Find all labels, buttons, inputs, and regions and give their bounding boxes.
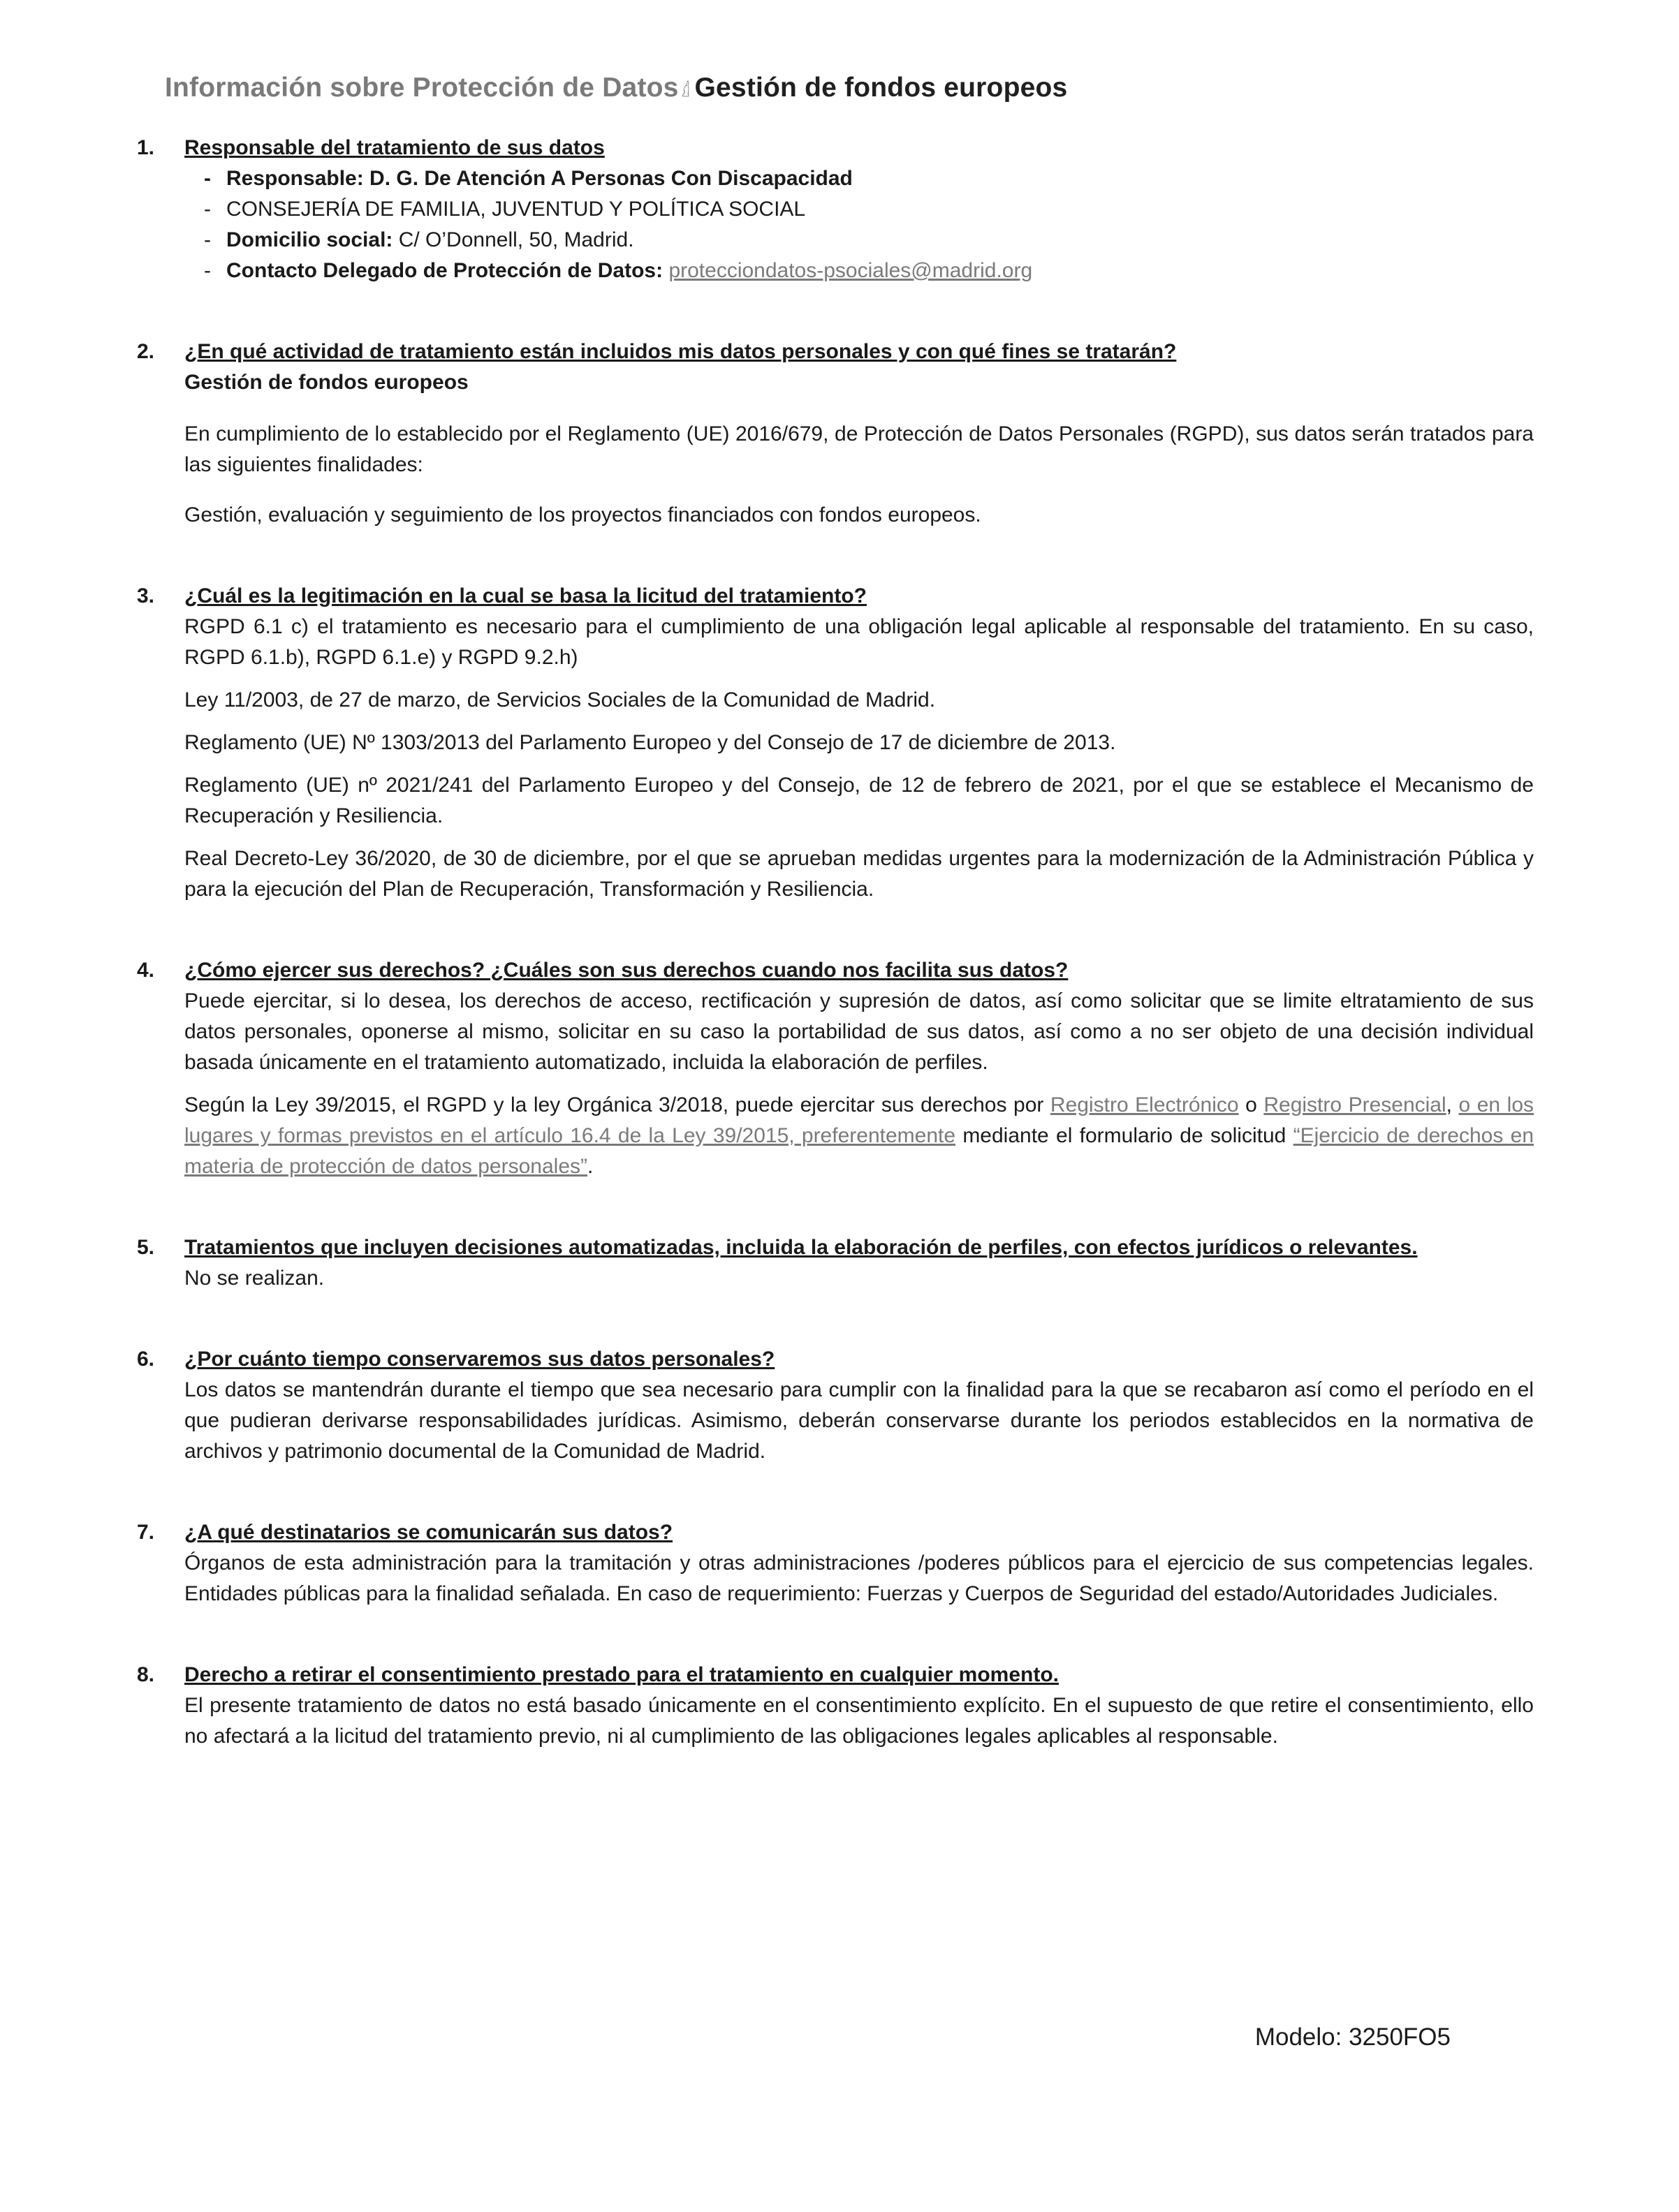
section-6 — [137, 1344, 1534, 1467]
paragraph: Ley 11/2003, de 27 de marzo, de Servicios Sociales de la Comunidad de Madrid. — [184, 688, 936, 711]
section-number: 1. — [137, 136, 155, 159]
text-fragment: Según la Ley 39/2015, el RGPD y la ley Orgánica 3/2018, puede ejercitar sus derechos por — [184, 1093, 1050, 1116]
section-title: ¿Cómo ejercer sus derechos? ¿Cuáles son sus derechos cuando nos facilita sus datos? — [184, 959, 1069, 982]
section-2 — [137, 337, 1534, 531]
section-title: Responsable del tratamiento de sus datos — [184, 136, 605, 159]
list-item-domicilio — [204, 225, 1534, 256]
section-7 — [137, 1517, 1534, 1609]
domicilio-value: C/ O’Donnell, 50, Madrid. — [393, 228, 634, 251]
lugares-formas-link[interactable]: o en los lugares y formas previstos en el artículo 16.4 de la Ley 39/2015, preferentemente — [184, 1093, 1534, 1147]
paragraph: Puede ejercitar, si lo desea, los derechos de acceso, rectificación y supresión de datos, así como solicitar que se limite eltratamiento de sus datos personales, oponerse al mismo, solicitar en su caso la portabilidad de sus datos, así como a no ser objeto de una decisión individual basada únicamente en el tratamiento automatizado, incluida la elaboración de perfiles. — [184, 989, 1534, 1074]
paragraph-derechos — [184, 1090, 1534, 1182]
responsable-list — [184, 163, 1534, 286]
contacto-label: Contacto Delegado de Protección de Datos: — [226, 259, 663, 282]
paragraph: Reglamento (UE) nº 2021/241 del Parlamento Europeo y del Consejo, de 12 de febrero de 2021, por el que se establece el Mecanismo de Recuperación y Resiliencia. — [184, 774, 1534, 827]
section-8 — [137, 1660, 1534, 1752]
section-title: Tratamientos que incluyen decisiones automatizadas, incluida la elaboración de perfiles, con efectos jurídicos o relevantes. — [184, 1236, 1418, 1259]
registro-electronico-link[interactable]: Registro Electrónico — [1050, 1093, 1239, 1116]
text-fragment: . — [587, 1155, 594, 1178]
title-part-2: Gestión de fondos europeos — [694, 73, 1068, 103]
text-fragment: mediante el formulario de solicitud — [955, 1124, 1293, 1147]
text-fragment: o — [1238, 1093, 1264, 1116]
registro-presencial-link[interactable]: Registro Presencial — [1263, 1093, 1446, 1116]
section-title: ¿Cuál es la legitimación en la cual se basa la licitud del tratamiento? — [184, 584, 867, 607]
section-3 — [137, 581, 1534, 905]
page-title — [165, 73, 1067, 103]
paragraph: Reglamento (UE) Nº 1303/2013 del Parlamento Europeo y del Consejo de 17 de diciembre de 2013. — [184, 731, 1116, 754]
paragraph: No se realizan. — [184, 1267, 325, 1290]
section-subtitle: Gestión de fondos europeos — [184, 371, 469, 394]
paragraph: Gestión, evaluación y seguimiento de los proyectos financiados con fondos europeos. — [184, 503, 981, 526]
paragraph: Órganos de esta administración para la tramitación y otras administraciones /poderes públicos para el ejercicio de sus competencias legales. Entidades públicas para la finalidad señalada. En caso de requerimiento: Fuerzas y Cuerpos de Seguridad del estado/Autoridades Judiciales. — [184, 1551, 1534, 1605]
title-glyph-icon: 🖞 — [681, 75, 691, 102]
section-number: 7. — [137, 1521, 155, 1544]
section-title: ¿Por cuánto tiempo conservaremos sus datos personales? — [184, 1348, 775, 1371]
paragraph: En cumplimiento de lo establecido por el Reglamento (UE) 2016/679, de Protección de Datos Personales (RGPD), sus datos serán tratados para las siguientes finalidades: — [184, 422, 1534, 476]
section-1 — [137, 133, 1534, 286]
list-item-responsable: - Responsable: D. G. De Atención A Personas Con Discapacidad — [204, 163, 1534, 194]
contacto-email-link[interactable]: protecciondatos-psociales@madrid.org — [668, 259, 1033, 282]
section-number: 2. — [137, 340, 155, 363]
section-title: ¿A qué destinatarios se comunicarán sus datos? — [184, 1521, 673, 1544]
section-number: 8. — [137, 1663, 155, 1686]
paragraph: El presente tratamiento de datos no está basado únicamente en el consentimiento explícito. En el supuesto de que retire el consentimiento, ello no afectará a la licitud del tratamiento previo, ni al cumplimiento de las obligaciones legales aplicables al responsable. — [184, 1694, 1534, 1748]
paragraph: Los datos se mantendrán durante el tiempo que sea necesario para cumplir con la finalidad para la que se recabaron así como el período en el que pudieran derivarse responsabilidades jurídicas. Asimismo, deberán conservarse durante los periodos establecidos en la normativa de archivos y patrimonio documental de la Comunidad de Madrid. — [184, 1378, 1534, 1463]
section-number: 5. — [137, 1236, 155, 1259]
modelo-code: Modelo: 3250FO5 — [1254, 2023, 1451, 2051]
list-item-consejeria: - CONSEJERÍA DE FAMILIA, JUVENTUD Y POLÍTICA SOCIAL — [204, 194, 1534, 225]
text-fragment: , — [1446, 1093, 1459, 1116]
document-body — [137, 133, 1534, 1802]
paragraph: RGPD 6.1 c) el tratamiento es necesario para el cumplimiento de una obligación legal aplicable al responsable del tratamiento. En su caso, RGPD 6.1.b), RGPD 6.1.e) y RGPD 9.2.h) — [184, 615, 1534, 669]
domicilio-label: Domicilio social: — [226, 228, 393, 251]
section-title: ¿En qué actividad de tratamiento están incluidos mis datos personales y con qué fines se tratarán? — [184, 340, 1177, 363]
section-4 — [137, 955, 1534, 1182]
list-item-contacto — [204, 256, 1534, 286]
title-part-1: Información sobre Protección de Datos — [165, 73, 679, 103]
paragraph: Real Decreto-Ley 36/2020, de 30 de diciembre, por el que se aprueban medidas urgentes para la modernización de la Administración Pública y para la ejecución del Plan de Recuperación, Transformación y Resiliencia. — [184, 847, 1534, 901]
section-number: 3. — [137, 584, 155, 607]
section-number: 6. — [137, 1348, 155, 1371]
section-5 — [137, 1232, 1534, 1294]
section-title: Derecho a retirar el consentimiento prestado para el tratamiento en cualquier momento. — [184, 1663, 1060, 1686]
formulario-link[interactable]: “Ejercicio de derechos en materia de protección de datos personales” — [184, 1124, 1534, 1178]
section-number: 4. — [137, 959, 155, 982]
